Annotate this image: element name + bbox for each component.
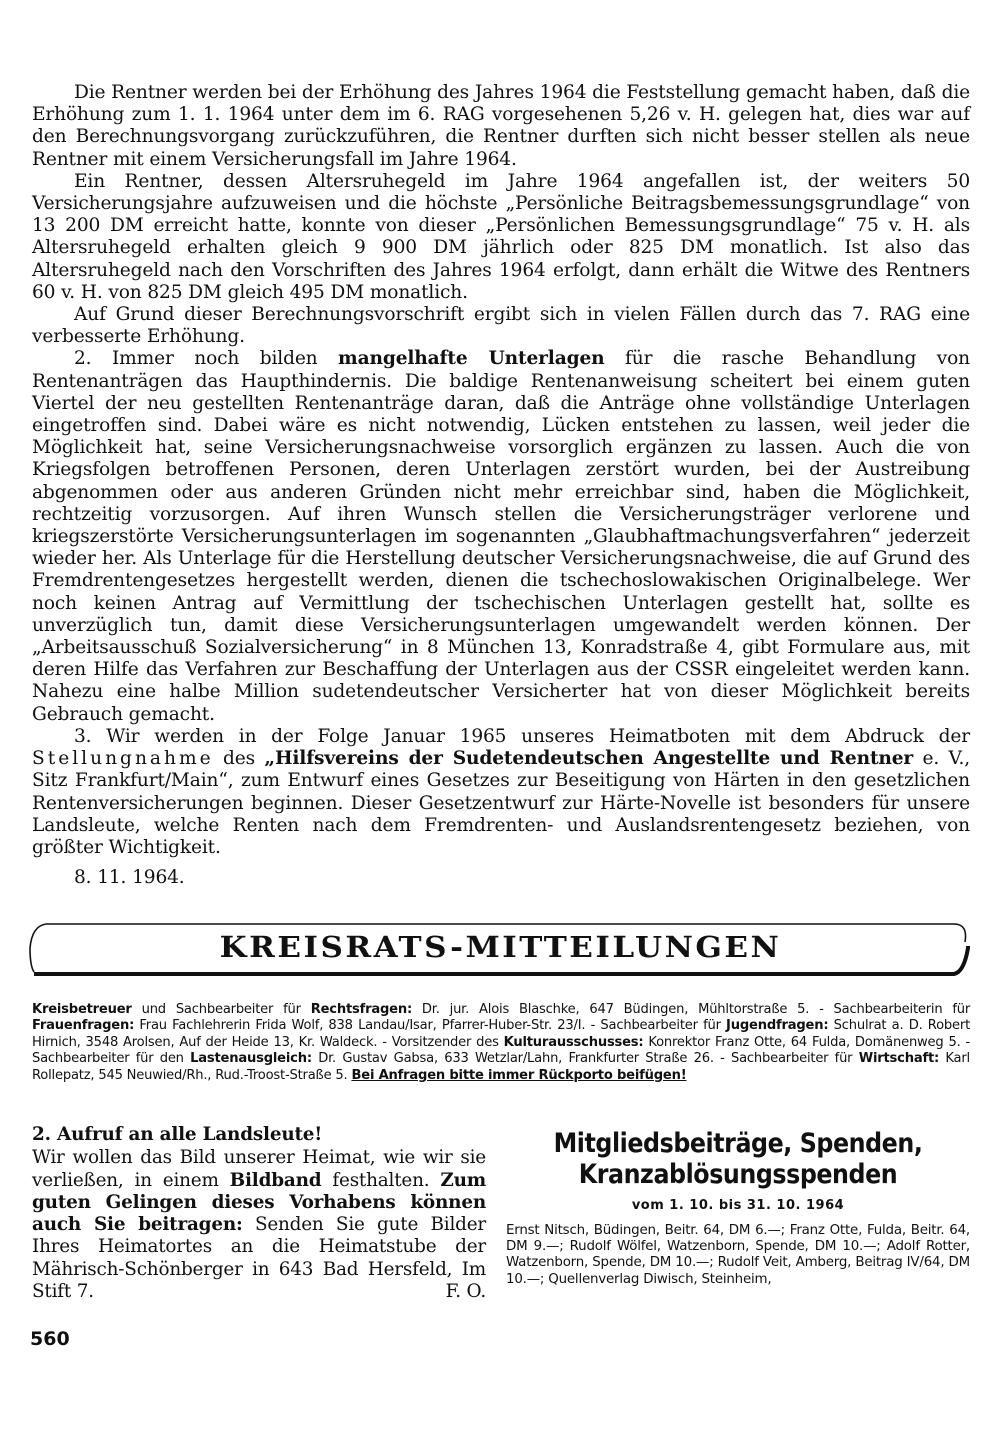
bold-hilfsverein: „Hilfsvereins der Sudetendeutschen Angestellte und Rentner: [264, 748, 914, 770]
donations-column: [506, 1128, 970, 1288]
kreisrats-banner: [28, 918, 973, 988]
donations-title: Mitgliedsbeiträge, Spenden, Kranzablösungsspenden: [553, 1128, 923, 1190]
banner-title: KREISRATS-MITTEILUNGEN: [219, 931, 782, 965]
paragraph-stellungnahme: 3. Wir werden in der Folge Januar 1965 unseres Heimatboten mit dem Abdruck der Stellungnahme des „Hilfsvereins der Sudetendeutschen Angestellte und Rentner e. V., Sitz Frankfurt/Main“, zum Entwurf eines Gesetzes zur Beseitigung von Härten in den gesetzlichen Rentenversicherungen beginnen. Dieser Gesetzentwurf zur Härte-Novelle ist besonders für unsere Landsleute, welche Renten nach dem Fremdrenten- und Auslandsrentengesetz beziehen, von größter Wichtigkeit.: [32, 725, 971, 858]
paragraph-rentner-erhoehung: Die Rentner werden bei der Erhöhung des Jahres 1964 die Feststellung gemacht haben, daß die Erhöhung zum 1. 1. 1964 unter dem im 6. RAG vorgesehenen 5,26 v. H. gelegen hat, dies war auf den Berechnungsvorgang zurückzuführen, die Rentner durften sich nicht besser stellen als neue Rentner mit einem Versicherungsfall im Jahre 1964.: [32, 82, 970, 170]
paragraph-unterlagen: 2. Immer noch bilden mangelhafte Unterlagen für die rasche Behandlung von Rentenanträgen das Haupthindernis. Die baldige Rentenanweisung scheitert bei einem guten Viertel der neu gestellten Rentenanträge daran, daß die Anträge ohne vollständige Unterlagen eingetroffen sind. Dabei wäre es nicht notwendig, Lücken entstehen zu lassen, weil jeder die Möglichkeit hat, seine Versicherungsnachweise vorsorglich ergänzen zu lassen. Auch die von Kriegsfolgen betroffenen Personen, deren Unterlagen zerstört wurden, bei der Austreibung abgenommen oder aus anderen Gründen nicht mehr erreichbar sind, haben die Möglichkeit, rechtzeitig vorzusorgen. Auf ihren Wunsch stellen die Versicherungsträger verlorene und kriegszerstörte Versicherungsunterlagen im sogenannten „Glaubhaftmachungsverfahren“ jederzeit wieder her. Als Unterlage für die Herstellung deutscher Versicherungsnachweise, die auf Grund des Fremdrentengesetzes hergestellt werden, dienen die tschechoslowakischen Originalbelege. Wer noch keinen Antrag auf Vermittlung der tschechischen Unterlagen gestellt hat, sollte es unverzüglich tun, damit diese Versicherungsunterlagen umgewandelt werden können. Der „Arbeitsausschuß Sozialversicherung“ in 8 München 13, Konradstraße 4, gibt Formulare aus, mit deren Hilfe das Verfahren zur Beschaffung der Unterlagen aus der CSSR eingeleitet werden kann. Nahezu eine halbe Million sudetendeutscher Versicherter hat von dieser Möglichkeit bereits Gebrauch gemacht.: [32, 348, 970, 725]
donations-list: Ernst Nitsch, Büdingen, Beitr. 64, DM 6.—; Franz Otte, Fulda, Beitr. 64, DM 9.—; Rudolf Wölfel, Watzenborn, Spende, DM 10.—; Adolf Rotter, Watzenborn, Spende, DM 10.—; Rudolf Veit, Amberg, Beitrag IV/64, DM 10.—; Quellenverlag Diwisch, Steinheim,: [506, 1223, 970, 1287]
article-date: 8. 11. 1964.: [74, 867, 185, 889]
appeal-signature: F. O.: [445, 1281, 486, 1303]
appeal-heading: 2. Aufruf an alle Landsleute!: [32, 1124, 323, 1145]
bold-mangelhafte-unterlagen: mangelhafte Unterlagen: [338, 348, 605, 370]
appeal-column: 2. Aufruf an alle Landsleute! Wir wollen das Bild unserer Heimat, wie wir sie verließen, in einem Bildband festhalten. Zum guten Gelingen dieses Vorhabens können auch Sie beitragen: Senden Sie gute Bilder Ihres Heimatortes an die Heimatstube der Mährisch-Schönberger in 643 Bad Hersfeld, Im Stift 7. F. O.: [32, 1124, 486, 1303]
paragraph-berechnungsvorschrift: Auf Grund dieser Berechnungsvorschrift ergibt sich in vielen Fällen durch das 7. RAG eine verbesserte Erhöhung.: [32, 304, 970, 348]
paragraph-altersruhegeld: Ein Rentner, dessen Altersruhegeld im Jahre 1964 angefallen ist, der weiters 50 Versicherungsjahre aufzuweisen und die höchste „Persönliche Beitragsbemessungsgrundlage“ von 13 200 DM erreicht hatte, konnte von dieser „Persönlichen Bemessungsgrundlage“ 75 v. H. als Altersruhegeld erhalten gleich 9 900 DM jährlich oder 825 DM monatlich. Ist also das Altersruhegeld nach den Vorschriften des Jahres 1964 erfolgt, dann erhält die Witwe des Rentners 60 v. H. von 825 DM gleich 495 DM monatlich.: [32, 170, 970, 303]
donations-period: vom 1. 10. bis 31. 10. 1964: [631, 1198, 845, 1213]
bold-bildband: Bildband: [229, 1169, 322, 1191]
officers-list: Kreisbetreuer und Sachbearbeiter für Rechtsfragen: Dr. jur. Alois Blaschke, 647 Büdingen, Mühltorstraße 5. - Sachbearbeiterin für Frauenfragen: Frau Fachlehrerin Frida Wolf, 838 Landau/Isar, Pfarrer-Huber-Str. 23/I. - Sachbearbeiter für Jugendfragen: Schulrat a. D. Robert Hirnich, 3548 Arolsen, Auf der Heide 13, Kr. Waldeck. - Vorsitzender des Kulturausschusses: Konrektor Franz Otte, 64 Fulda, Domänenweg 5. - Sachbearbeiter für den Lastenausgleich: Dr. Gustav Gabsa, 633 Wetzlar/Lahn, Frankfurter Straße 26. - Sachbearbeiter für Wirtschaft: Karl Rollepatz, 545 Neuwied/Rh., Rud.-Troost-Straße 5. Bei Anfragen bitte immer Rückporto beifügen!: [32, 1002, 971, 1083]
spaced-stellungnahme: Stellungnahme: [32, 748, 214, 770]
rueckporto-hint: Bei Anfragen bitte immer Rückporto beifügen!: [351, 1067, 687, 1083]
page-number: 560: [30, 1328, 70, 1350]
article-body: [32, 82, 970, 889]
bold-beitragen: Zum guten Gelingen dieses Vorhabens können auch Sie beitragen:: [32, 1169, 486, 1236]
